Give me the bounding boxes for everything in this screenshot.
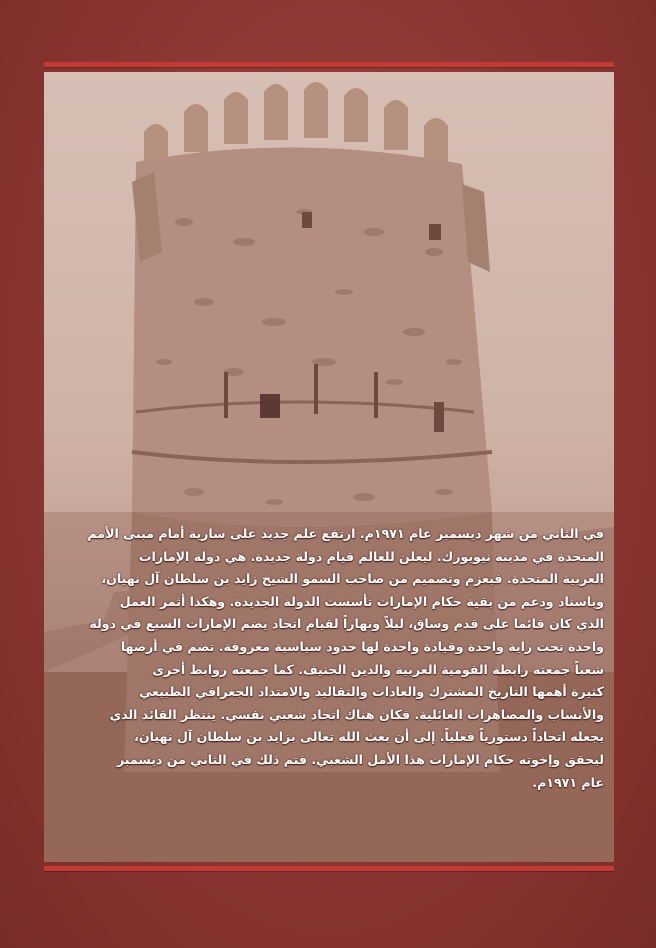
- bottom-decorative-rule: [44, 866, 614, 871]
- top-decorative-rule: [44, 62, 614, 67]
- description-line: الذي كان قائما على قدم وساق، ليلاً ونهاراً لقيام اتحاد يضم الإمارات السبع في دولة: [89, 616, 604, 632]
- description-line: كثيرة أهمها التاريخ المشترك والعادات والتقاليد والامتداد الجغرافي الطبيعي: [139, 684, 604, 700]
- description-line: المتحدة في مدينة نيويورك. ليعلن للعالم قيام دولة جديدة. هي دولة الإمارات: [138, 548, 604, 564]
- description-line: عام ١٩٧١م.: [532, 774, 604, 790]
- description-text-block: [54, 523, 604, 794]
- description-line: في الثاني من شهر ديسمبر عام ١٩٧١م. ارتفع علم جديد على سارية أمام مبنى الأمم: [87, 526, 604, 541]
- description-line: العربية المتحدة. فبعزم وتصميم من صاحب السمو الشيخ زايد بن سلطان آل نهيان،: [101, 571, 604, 587]
- description-line: شعباً جمعته رابطة القومية العربية والدين الحنيف. كما جمعته روابط أخرى: [152, 661, 604, 677]
- description-line: واحدة تحت راية واحدة وقيادة واحدة لها حدود سياسية معروفة. تضم في أرضها: [120, 638, 604, 654]
- description-line: وباسناد ودعم من بقية حكام الإمارات تأسست الدولة الجديدة. وهكذا أثمر العمل: [119, 593, 604, 609]
- description-line: والأنساب والمصاهرات العائلية. فكان هناك اتحاد شعبي نفسي. ينتظر القائد الذي: [109, 706, 604, 722]
- description-line: يجعله اتحاداً دستورياً فعلياً. إلى أن بعث الله تعالى بزايد بن سلطان آل نهيان،: [134, 729, 604, 745]
- description-line: ليحقق وإخوته حكام الإمارات هذا الأمل الشعبي. فتم ذلك في الثاني من ديسمبر: [116, 751, 604, 767]
